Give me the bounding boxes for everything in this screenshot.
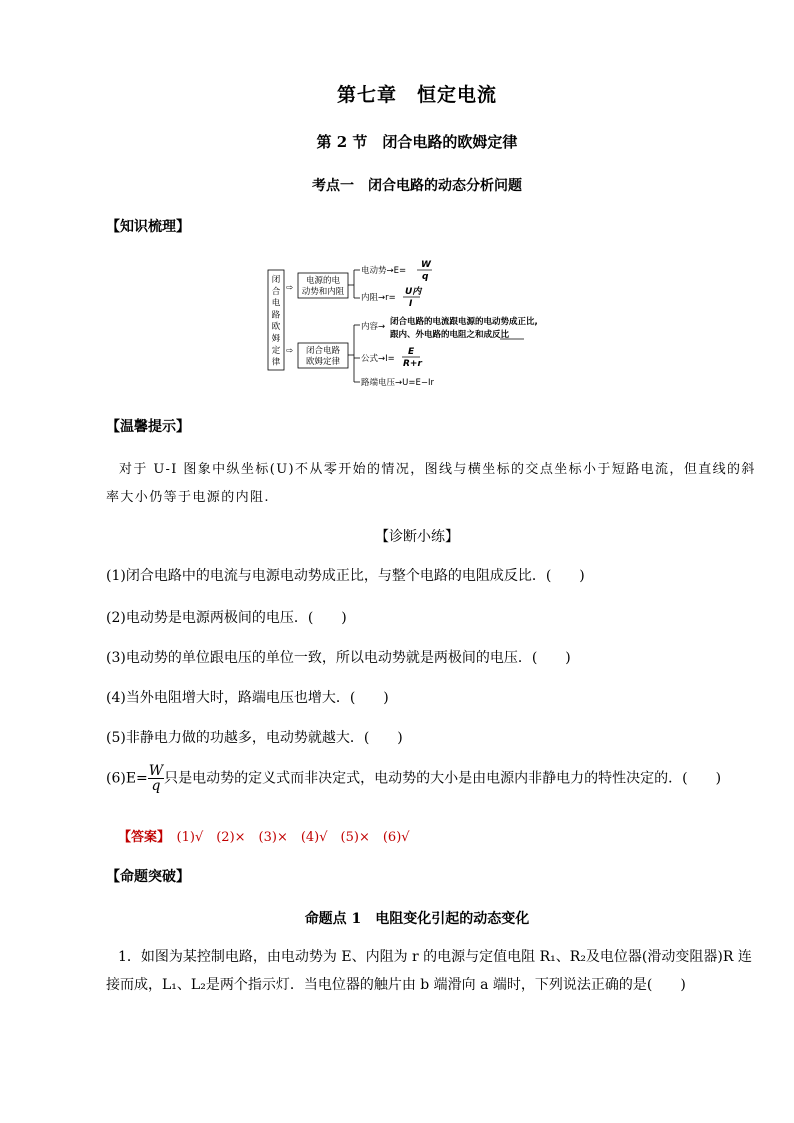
tip-line2: 率大小仍等于电源的内阻. (106, 490, 270, 505)
root-char: 定 (271, 345, 281, 356)
tip-line1: 对于 U-I 图象中纵坐标(U)不从零开始的情况，图线与横坐标的交点坐标小于短路电流，但直线的斜 (119, 462, 756, 477)
root-char: 电 (271, 298, 281, 309)
q6-suffix: 只是电动势的定义式而非决定式，电动势的大小是由电源内非静电力的特性决定的．( ) (164, 770, 722, 787)
proposition-header: 【命题突破】 (106, 869, 190, 885)
box2-line2: 欧姆定律 (305, 357, 341, 367)
root-char: 欧 (271, 322, 281, 333)
root-char: 路 (271, 310, 281, 321)
res-num: U内 (405, 287, 422, 297)
emf-den: q (422, 272, 429, 282)
q6-prefix: (6)E= (106, 770, 148, 787)
formula-den: R+r (403, 359, 422, 369)
formula-num: E (408, 347, 415, 357)
arrow-icon: ⇨ (286, 346, 294, 356)
emf-label: 电动势→E= (361, 266, 407, 276)
root-char: 闭 (271, 275, 281, 285)
problem-line1: 1．如图为某控制电路，由电动势为 E、内阻为 r 的电源与定值电阻 R₁、R₂及电位器(滑动变阻器)R 连 (118, 949, 752, 965)
content-line1: 闭合电路的电流跟电源的电动势成正比, (390, 317, 538, 327)
question-2: (2)电动势是电源两极间的电压．( ) (106, 610, 347, 626)
question-6 (106, 764, 721, 793)
knowledge-header: 【知识梳理】 (106, 219, 190, 235)
topic-title: 考点一 闭合电路的动态分析问题 (312, 178, 522, 194)
res-label: 内阻→r= (361, 293, 396, 303)
chapter-title: 第七章 恒定电流 (336, 84, 497, 106)
q6-num: W (148, 763, 164, 779)
content-label: 内容→ (361, 322, 386, 332)
question-5: (5)非静电力做的功越多，电动势就越大．( ) (106, 730, 403, 746)
answer-text: (1)√ (2)× (3)× (4)√ (5)× (6)√ (176, 830, 410, 845)
diagram-root-label (272, 274, 281, 368)
point-title: 命题点 1 电阻变化引起的动态变化 (304, 911, 530, 927)
root-char: 姆 (271, 334, 281, 344)
q6-den: q (151, 778, 161, 794)
answer-line (118, 826, 410, 845)
knowledge-diagram (262, 258, 572, 392)
content-line2: 跟内、外电路的电阻之和成反比 (390, 330, 510, 340)
question-3: (3)电动势的单位跟电压的单位一致，所以电动势就是两极间的电压．( ) (106, 650, 571, 666)
question-4: (4)当外电阻增大时，路端电压也增大．( ) (106, 690, 389, 706)
terminal-label: 路端电压→U=E−Ir (361, 378, 434, 388)
root-char: 合 (271, 286, 281, 297)
box1-line2: 动势和内阻 (301, 287, 345, 297)
q6-fraction (148, 764, 164, 793)
answer-label: 【答案】 (118, 830, 164, 845)
problem-line2: 接而成，L₁、L₂是两个指示灯．当电位器的触片由 b 端滑向 a 端时，下列说法正确的是( ) (106, 977, 686, 993)
section-title: 第 2 节 闭合电路的欧姆定律 (316, 133, 518, 151)
question-1: (1)闭合电路中的电流与电源电动势成正比，与整个电路的电阻成反比．( ) (106, 568, 585, 584)
arrow-icon: ⇨ (286, 283, 294, 293)
tip-header: 【温馨提示】 (106, 419, 190, 435)
root-char: 律 (271, 357, 281, 368)
diagnosis-header: 【诊断小练】 (375, 529, 459, 545)
box2-line1: 闭合电路 (305, 346, 341, 356)
emf-num: W (421, 260, 431, 270)
res-den: I (409, 299, 413, 309)
formula-label: 公式→I= (361, 354, 395, 364)
box1-line1: 电源的电 (305, 276, 341, 286)
